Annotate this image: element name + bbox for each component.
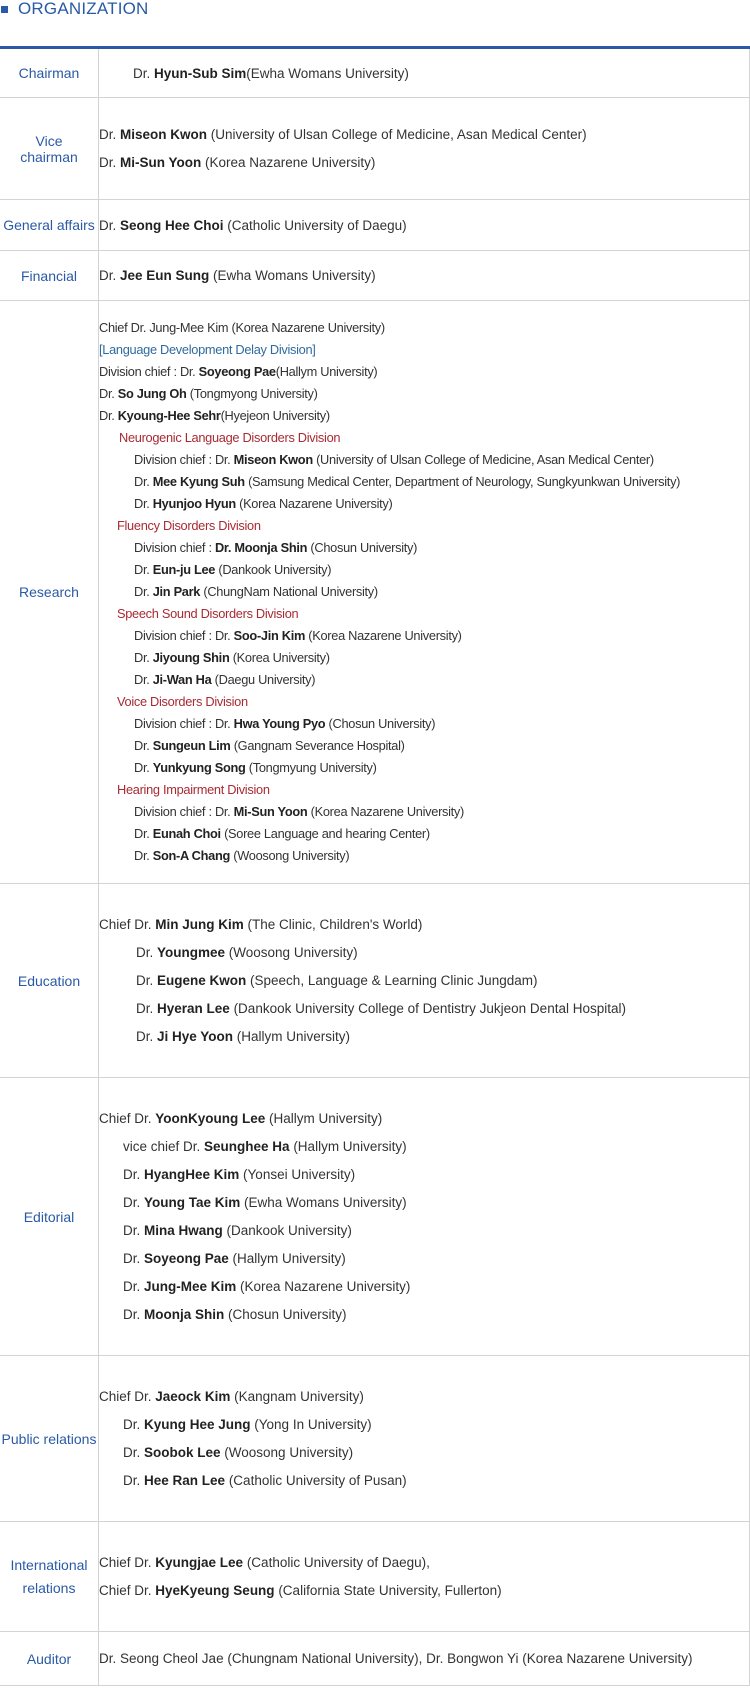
row-education [0, 884, 750, 1078]
division-title: Hearing Impairment Division [117, 782, 270, 797]
member-line: Dr. Ji-Wan Ha (Daegu University) [134, 672, 316, 687]
content-editorial [99, 1078, 750, 1356]
row-financial [0, 251, 750, 301]
member-line: Dr. Hee Ran Lee (Catholic University of Pusan) [123, 1472, 407, 1488]
section-heading [0, 0, 149, 20]
organization-table [0, 46, 750, 1686]
member-line: Dr. Kyoung-Hee Sehr(Hyejeon University) [99, 408, 330, 423]
row-auditor [0, 1632, 750, 1686]
member-line: Dr. Moonja Shin (Chosun University) [123, 1306, 347, 1322]
label-financial: Financial [0, 251, 99, 301]
heading-title: ORGANIZATION [18, 0, 149, 18]
member-line: Dr. Seong Hee Choi (Catholic University of Daegu) [99, 217, 407, 233]
row-general-affairs [0, 200, 750, 251]
content-vice-chairman [99, 98, 750, 200]
member-line: Dr. Hyun-Sub Sim(Ewha Womans University) [133, 65, 409, 81]
member-line: Chief Dr. YoonKyoung Lee (Hallym University) [99, 1110, 383, 1126]
division-title: Speech Sound Disorders Division [117, 606, 299, 621]
row-chairman [0, 48, 750, 98]
label-education: Education [0, 884, 99, 1078]
row-research [0, 301, 750, 884]
member-line: Dr. Kyung Hee Jung (Yong In University) [123, 1416, 372, 1432]
content-auditor [99, 1632, 750, 1686]
member-line: Dr. Hyunjoo Hyun (Korea Nazarene University) [134, 496, 393, 511]
content-financial [99, 251, 750, 301]
member-line: Dr. Soobok Lee (Woosong University) [123, 1444, 354, 1460]
member-line: Dr. Eun-ju Lee (Dankook University) [134, 562, 332, 577]
label-general-affairs: General affairs [0, 200, 99, 251]
member-line: Dr. Jiyoung Shin (Korea University) [134, 650, 330, 665]
member-line: Chief Dr. Min Jung Kim (The Clinic, Children's World) [99, 916, 423, 932]
row-vice-chairman [0, 98, 750, 200]
member-line: Dr. Eugene Kwon (Speech, Language & Learning Clinic Jungdam) [136, 972, 538, 988]
member-line: Dr. Jin Park (ChungNam National University) [134, 584, 378, 599]
square-bullet-icon [1, 6, 8, 13]
member-line: Dr. Mi-Sun Yoon (Korea Nazarene University) [99, 154, 376, 170]
label-auditor: Auditor [0, 1632, 99, 1686]
member-line: Dr. Jee Eun Sung (Ewha Womans University) [99, 268, 376, 283]
division-title: Voice Disorders Division [117, 694, 248, 709]
member-line: Dr. Mee Kyung Suh (Samsung Medical Center, Department of Neurology, Sungkyunkwan University) [134, 474, 681, 489]
content-general-affairs [99, 200, 750, 251]
member-line: Chief Dr. Kyungjae Lee (Catholic University of Daegu), [99, 1554, 430, 1570]
member-line: Division chief : Dr. Soo-Jin Kim (Korea Nazarene University) [134, 628, 462, 643]
member-line: Division chief : Dr. Miseon Kwon (University of Ulsan College of Medicine, Asan Medical Center) [134, 452, 654, 467]
member-line: vice chief Dr. Seunghee Ha (Hallym University) [123, 1138, 407, 1154]
member-line: Dr. Soyeong Pae (Hallym University) [123, 1250, 346, 1266]
content-public-relations [99, 1356, 750, 1522]
member-line: Division chief : Dr. Moonja Shin (Chosun University) [134, 540, 418, 555]
member-line: Dr. Youngmee (Woosong University) [136, 944, 358, 960]
member-line: Division chief : Dr. Soyeong Pae(Hallym University) [99, 364, 378, 379]
member-line: Dr. Miseon Kwon (University of Ulsan College of Medicine, Asan Medical Center) [99, 126, 587, 142]
member-line: Dr. Ji Hye Yoon (Hallym University) [136, 1028, 351, 1044]
label-editorial: Editorial [0, 1078, 99, 1356]
research-chief: Chief Dr. Jung-Mee Kim (Korea Nazarene University) [99, 320, 385, 335]
content-research [99, 301, 750, 884]
member-line: Chief Dr. Jaeock Kim (Kangnam University) [99, 1388, 364, 1404]
member-line: Division chief : Dr. Hwa Young Pyo (Chosun University) [134, 716, 436, 731]
row-editorial [0, 1078, 750, 1356]
member-line: Dr. Jung-Mee Kim (Korea Nazarene University) [123, 1278, 411, 1294]
member-line: Dr. Hyeran Lee (Dankook University College of Dentistry Jukjeon Dental Hospital) [136, 1000, 626, 1016]
member-line: Dr. HyangHee Kim (Yonsei University) [123, 1166, 356, 1182]
member-line: Dr. Yunkyung Song (Tongmyung University) [134, 760, 377, 775]
division-title: [Language Development Delay Division] [99, 342, 316, 357]
member-line: Dr. Eunah Choi (Soree Language and hearing Center) [134, 826, 430, 841]
member-line: Dr. Son-A Chang (Woosong University) [134, 848, 350, 863]
label-public-relations: Public relations [0, 1356, 99, 1522]
member-line: Division chief : Dr. Mi-Sun Yoon (Korea Nazarene University) [134, 804, 464, 819]
label-chairman: Chairman [0, 48, 99, 98]
member-line: Dr. Sungeun Lim (Gangnam Severance Hospital) [134, 738, 405, 753]
label-vice-chairman: Vice chairman [0, 98, 99, 200]
label-research: Research [0, 301, 99, 884]
member-line: Dr. Young Tae Kim (Ewha Womans University) [123, 1194, 407, 1210]
member-line: Dr. Mina Hwang (Dankook University) [123, 1222, 352, 1238]
member-line: Dr. So Jung Oh (Tongmyong University) [99, 386, 318, 401]
division-title: Fluency Disorders Division [117, 518, 261, 533]
label-international-relations: International relations [0, 1522, 99, 1632]
content-international-relations [99, 1522, 750, 1632]
row-public-relations [0, 1356, 750, 1522]
content-chairman [99, 48, 750, 98]
member-line: Dr. Seong Cheol Jae (Chungnam National University), Dr. Bongwon Yi (Korea Nazarene University) [99, 1651, 693, 1666]
division-title: Neurogenic Language Disorders Division [119, 430, 341, 445]
content-education [99, 884, 750, 1078]
row-international-relations [0, 1522, 750, 1632]
member-line: Chief Dr. HyeKyeung Seung (California State University, Fullerton) [99, 1582, 502, 1598]
